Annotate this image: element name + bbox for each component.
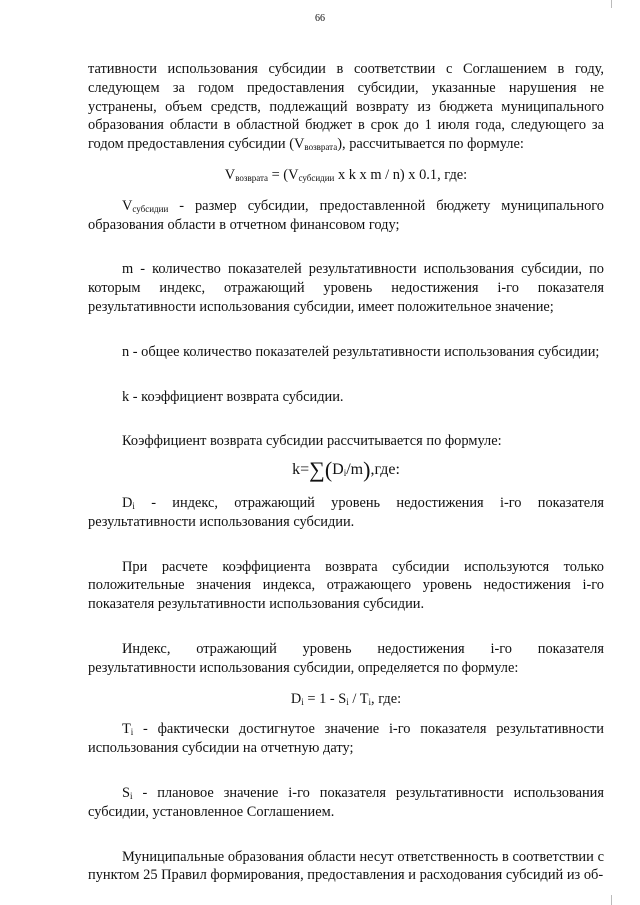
subscript: возврата xyxy=(304,142,338,153)
paragraph-continuation xyxy=(88,60,604,154)
definition-s: $S_i$ - плановое значение i-го показателя результативности использования субсидии, установленное Соглашением. xyxy=(88,784,604,820)
definition-t: $T_i$ - фактически достигнутое значение i-го показателя результативности использования субсидии на отчетную дату; xyxy=(88,721,604,757)
paragraph-responsibility: Муниципальные образования области несут ответственность в соответствии с пунктом 25 Правил формирования, предоставления и расходования субсидий из об- xyxy=(88,848,604,884)
formula-refund-volume: $V_{возврата} = (V_{субсидии}$ x k x m / n) x 0.1, где: xyxy=(224,166,468,183)
sum-icon: ∑ xyxy=(309,457,325,483)
paragraph-text: тативности использования субсидии в соответствии с Соглашением в году, следующем за годом предоставления субсидии, указанные нарушения не устранены, объем средств, подлежащий возврату из бюджета муниципального образования области в областной бюджет в срок до 1 июля года, следующего за годом предоставления субсидии (V xyxy=(88,61,604,153)
definition-d: $D_i$ - индекс, отражающий уровень недостижения i-го показателя результативности использования субсидии. xyxy=(88,494,604,530)
formula-k: $k=\sum(D_i/m),где$: xyxy=(292,457,400,483)
paragraph-index: Индекс, отражающий уровень недостижения i-го показателя результативности использования субсидии, определяется по формуле: xyxy=(88,640,604,676)
document-body xyxy=(88,60,604,885)
k-intro: Коэффициент возврата субсидии рассчитывается по формуле: xyxy=(122,433,502,450)
definition-m: m - количество показателей результативности использования субсидии, по которым индекс, отражающий уровень недостижения i-го показателя результативности использования субсидии, имеет положительное значение; xyxy=(88,261,604,315)
definition-k: k - коэффициент возврата субсидии. xyxy=(122,388,344,405)
paragraph-text: ), рассчитывается по формуле: xyxy=(337,136,524,153)
edge-mark-bottom xyxy=(611,895,612,905)
page-number: 66 xyxy=(315,13,325,24)
paragraph-calculation: При расчете коэффициента возврата субсидии используются только положительные значения индекса, отражающего уровень недостижения i-го показателя результативности использования субсидии. xyxy=(88,558,604,613)
definition-v-subsidy: $V_{субсидии}$ - размер субсидии, предоставленной бюджету муниципального образования области в отчетном финансовом году; xyxy=(88,197,604,233)
formula-d: $D_i = 1 - S_i / T_i$, где: xyxy=(290,690,402,707)
definition-n: n - общее количество показателей результативности использования субсидии; xyxy=(122,343,600,360)
edge-mark-top xyxy=(611,0,612,8)
